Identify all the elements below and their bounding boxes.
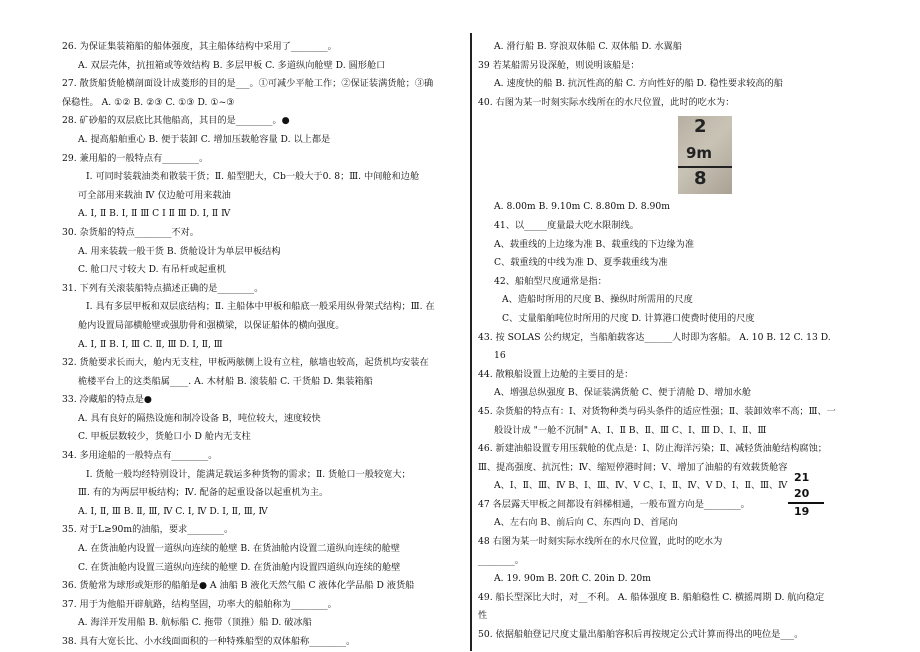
statements-29-cont: 可全部用来载油 Ⅳ 仅边舱可用来载油 xyxy=(78,189,231,201)
statements-34: Ⅰ. 货舱一般均经特别设计，能满足载运多种货物的需求；Ⅱ. 货舱口一般较宽大； xyxy=(86,468,411,480)
question-34: 34. 多用途船的一般特点有________。 xyxy=(62,450,218,462)
options-35-cd: C. 在货油舱内设置三道纵向连续的舱壁 D. 在货油舱内设置四道纵向连续的舱壁 xyxy=(78,561,401,573)
question-50: 50. 依据船舶登记尺度丈量出船舶容积后再按规定公式计算而得出的吨位是___。 xyxy=(478,629,804,641)
question-26: 26. 为保证集装箱船的船体强度，其主船体结构中采用了________。 xyxy=(62,41,337,52)
question-36: 36. 货舱常为球形或矩形的船舶是● A 油船 B 液化天然气船 C 液体化学品船 D 液货船 xyxy=(62,580,415,592)
options-39: A. 速度快的船 B. 抗沉性高的船 C. 方向性好的船 D. 稳性要求较高的船 xyxy=(494,78,783,90)
options-41-ab: A、载重线的上边缘为准 B、载重线的下边缘为准 xyxy=(494,238,695,250)
draft-mark-21: 21 xyxy=(794,471,810,484)
question-47: 47 各层露天甲板之间都设有斜梯相通，一般布置方向是________。 xyxy=(478,498,750,510)
question-35: 35. 对于L≥90m的油船，要求________。 xyxy=(62,524,234,536)
options-35-ab: A. 在货油舱内设置一道纵向连续的舱壁 B. 在货油舱内设置二道纵向连续的舱壁 xyxy=(78,543,400,555)
question-48-cont: ________。 xyxy=(478,554,524,566)
question-29: 29. 兼用船的一般特点有________。 xyxy=(62,152,209,164)
question-33: 33. 冷藏船的特点是● xyxy=(62,394,152,406)
options-48: A. 19. 90m B. 20ft C. 20in D. 20m xyxy=(494,573,651,585)
left-column xyxy=(62,38,462,652)
question-46: 46. 新建油船设置专用压载舱的优点是：Ⅰ、防止海洋污染；Ⅱ、减轻货油舱结构腐蚀； xyxy=(478,443,827,455)
options-30-cd: C. 舱口尺寸较大 D. 有吊杆或起重机 xyxy=(78,264,226,276)
question-30: 30. 杂货船的特点________不对。 xyxy=(62,226,199,238)
question-38: 38. 具有大宽长比、小水线面面积的一种特殊船型的双体船称________。 xyxy=(62,636,356,647)
draft-mark-top: 2 xyxy=(694,116,707,138)
options-40: A. 8.00m B. 9.10m C. 8.80m D. 8.90m xyxy=(494,201,670,213)
statements-29: Ⅰ. 可同时装载油类和散装干货；Ⅱ. 船型肥大，Cb一般大于0. 8；Ⅲ. 中间舱和边舱 xyxy=(86,171,420,183)
options-38: A. 滑行船 B. 穿浪双体船 C. 双体船 D. 水翼船 xyxy=(494,41,682,52)
question-32: 32. 货舱要求长而大，舱内无支柱，甲板两舷侧上设有立柱，舷墙也较高，起货机均安装在 xyxy=(62,357,429,369)
question-48: 48 右图为某一时刻实际水线所在的水尺位置，此时的吃水为 xyxy=(478,536,723,548)
draft-mark-19: 19 xyxy=(794,505,810,518)
options-42-cd: C、丈量船舶吨位时所用的尺度 D. 计算港口使费时使用的尺度 xyxy=(502,312,755,324)
question-28: 28. 矿砂船的双层底比其他船高，其目的是________。● xyxy=(62,115,290,127)
question-42: 42、船舶型尺度通常是指： xyxy=(494,275,607,287)
question-40: 40. 右图为某一时刻实际水线所在的水尺位置，此时的吃水为： xyxy=(478,96,735,108)
question-49: 49. 船长型深比大时，对__不利。 A. 船体强度 B. 船舶稳性 C. 横摇周期 D. 航向稳定 xyxy=(478,591,825,603)
options-47: A、左右向 B、前后向 C、东西向 D、首尾向 xyxy=(494,517,678,529)
draft-marks-figure-48 xyxy=(788,469,828,519)
statements-31-cont: 舱内设置局部横舱壁或强肋骨和强横梁，以保证船体的横向强度。 xyxy=(78,319,345,331)
options-30-ab: A. 用来装载一般干货 B. 货舱设计为单层甲板结构 xyxy=(78,245,281,257)
options-34: A. Ⅰ, Ⅱ, Ⅲ B. Ⅱ, Ⅲ, Ⅳ C. Ⅰ, Ⅳ D. Ⅰ, Ⅱ, Ⅲ, Ⅳ xyxy=(78,505,268,517)
question-39: 39 若某船需另设深舱，则说明该船是： xyxy=(478,59,640,71)
draft-mark-middle: 9m xyxy=(686,144,713,163)
right-column xyxy=(478,38,886,645)
column-divider xyxy=(470,33,472,651)
options-42-ab: A、造船时所用的尺度 B、操纵时所需用的尺度 xyxy=(502,294,693,306)
options-33-ab: A. 具有良好的隔热设施和制冷设备 B，吨位较大，速度较快 xyxy=(78,412,321,424)
question-27: 27. 散货船货舱横剖面设计成菱形的目的是___。①可减少平舱工作；②保证装满货舱；③确 xyxy=(62,78,434,90)
question-49-cont: 性 xyxy=(478,610,488,622)
options-26: A. 双层壳体，抗扭箱或等效结构 B. 多层甲板 C. 多道纵向舱壁 D. 圆形舱口 xyxy=(78,59,386,71)
statements-34-cont: Ⅲ. 有的为两层甲板结构；Ⅳ. 配备的起重设备以起重机为主。 xyxy=(78,487,329,499)
question-41: 41、以_____度量最大吃水限制线。 xyxy=(494,219,639,231)
question-32-cont: 桅楼平台上的这类船属____. A. 木材船 B. 滚装船 C. 干货船 D. 集装箱船 xyxy=(78,375,373,387)
options-33-cd: C. 甲板层数较少，货舱口小 D 舱内无支柱 xyxy=(78,431,251,443)
options-41-cd: C、载重线的中线为准 D、夏季载重线为准 xyxy=(494,257,668,269)
question-31: 31. 下列有关滚装船特点描述正确的是________。 xyxy=(62,282,264,294)
options-46: A、Ⅰ、Ⅱ、Ⅲ、Ⅳ B、Ⅰ、Ⅲ、Ⅳ、Ⅴ C、Ⅰ、Ⅱ、Ⅳ、Ⅴ D、Ⅰ、Ⅱ、Ⅲ、Ⅳ xyxy=(494,480,788,492)
draft-marks-image xyxy=(678,116,732,194)
draft-mark-20: 20 xyxy=(794,487,810,500)
question-37: 37. 用于为他船开辟航路，结构坚固，功率大的船舶称为________。 xyxy=(62,598,337,610)
options-29: A. Ⅰ, Ⅱ B. Ⅰ, Ⅱ Ⅲ C Ⅰ Ⅱ Ⅲ D. Ⅰ, Ⅱ Ⅳ xyxy=(78,208,231,220)
question-43: 43. 按 SOLAS 公约规定，当船舶载客达______人时即为客船。 A. 10 B. 12 C. 13 D. xyxy=(478,331,831,343)
options-28: A. 提高船舶重心 B. 便于装卸 C. 增加压载舱容量 D. 以上都是 xyxy=(78,133,331,145)
question-44: 44. 散粮船设置上边舱的主要目的是： xyxy=(478,368,634,380)
draft-mark-bottom: 8 xyxy=(694,168,707,190)
question-43-cont: 16 xyxy=(494,350,506,362)
statements-31: Ⅰ. 具有多层甲板和双层底结构；Ⅱ. 主船体中甲板和船底一般采用纵骨架式结构；Ⅲ. 在 xyxy=(86,301,435,313)
options-31: A. Ⅰ, Ⅱ B. Ⅰ, Ⅲ C. Ⅱ, Ⅲ D. Ⅰ, Ⅱ, Ⅲ xyxy=(78,338,223,350)
question-46-cont: Ⅲ、提高强度、抗沉性；Ⅳ、缩短停港时间；Ⅴ、增加了油船的有效载货舱容 xyxy=(478,461,788,473)
question-45: 45. 杂货船的特点有：Ⅰ、对货物种类与码头条件的适应性强；Ⅱ、装卸效率不高；Ⅲ、一 xyxy=(478,405,836,417)
options-44: A、增强总纵强度 B、保证装满货舱 C、便于清舱 D、增加水舱 xyxy=(494,387,752,399)
options-37: A. 海洋开发用船 B. 航标船 C. 拖带（顶推）船 D. 破冰船 xyxy=(78,617,312,629)
question-45-cont: 般设计成 "一舱不沉制" A、Ⅰ、Ⅱ B、Ⅱ、Ⅲ C、Ⅰ、Ⅲ D、Ⅰ、Ⅱ、Ⅲ xyxy=(494,424,767,436)
question-27-cont: 保稳性。 A. ①② B. ②③ C. ①③ D. ①~③ xyxy=(62,96,235,108)
